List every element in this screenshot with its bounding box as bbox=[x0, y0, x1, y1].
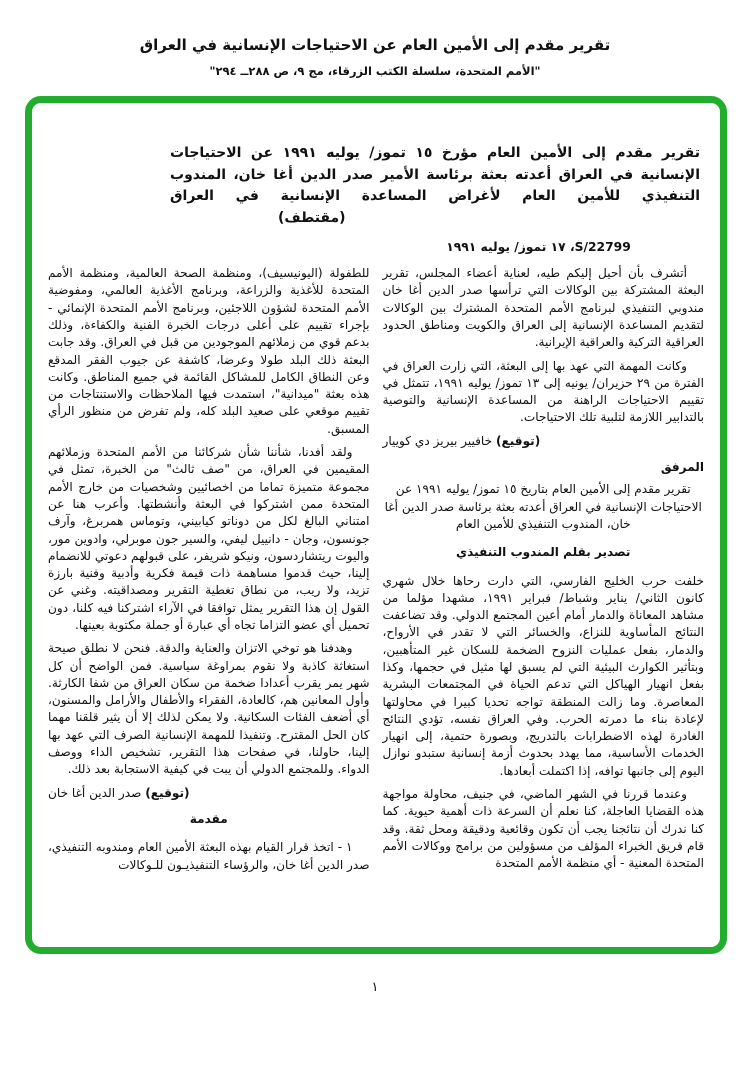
paragraph: للطفولة (اليونيسيف)، ومنظمة الصحة العالمية، ومنظمة الأمم المتحدة للأغذية والزراعة، وبرنامج الأغذية العالمي، ومفوضية الأمم المتحدة لشؤون اللاجئين، وبرنامج الأمم المتحدة الإنمائي - بإجراء تقييم على أعلى درجات الخبرة الفنية والكفاءة، وذلك بدعم قوي من زملائهم الموجودين من قبل في العراق. وقد جابت البعثة ذلك البلد طولا وعرضا، كاشفة عن جيوب الفقر المدقع وعن النطاق الكامل للمشاكل القائمة في جميع المناطق. وكانت هذه بعثة "ميدانية"، استمدت فيها الملاحظات والاستنتاجات من تقييم موقعي على صعيد البلد كله، ولم تفرض من منظور الرأي المسبق. bbox=[48, 266, 370, 436]
signature-line-executive-delegate bbox=[48, 785, 370, 802]
introduction-heading: مقدمة bbox=[189, 811, 228, 826]
page-number: ١ bbox=[371, 980, 379, 995]
two-column-layout bbox=[48, 265, 704, 880]
paragraph: وكانت المهمة التي عهد بها إلى البعثة، التي زارت العراق في الفترة من ٢٩ حزيران/ يونيه إلى ١٣ تموز/ يوليه ١٩٩١، تتمثل في تقييم الاحتياجات الراهنة من المساعدة الإنسانية والتوصية بالتدابير اللازمة لتلبية تلك الاحتياجات. bbox=[382, 358, 704, 425]
paragraph: وهدفنا هو توخي الاتزان والعناية والدقة. فنحن لا نطلق صيحة استغاثة كاذبة ولا نقوم بمراوغة سياسية. فمن الواضح أن كل شهر يمر يقرب أعدادا ضخمة من سكان العراق من شفا الكارثة. وأول المعانين هم، كالعادة، الفقراء والأطفال والأرامل والمسنون، أي أضعف الفئات السكانية. ولا يمكن لذلك إلا أن يثير قلقنا مهما كان الحل المقترح. وتنفيذا للمهمة الإنسانية الصرف التي عهد بها إلينا، حاولنا، في صفحات هذا التقرير، تشخيص الداء ووصف الدواء. وللمجتمع الدولي أن يبت في كيفية الاستجابة بعد ذلك. bbox=[48, 641, 370, 777]
foreword-heading: تصدير بقلم المندوب التنفيذي bbox=[456, 545, 631, 560]
report-heading-note: (مقتطف) bbox=[278, 210, 346, 227]
signature-name: خافيير بيريز دي كوييار bbox=[382, 433, 493, 448]
annex-title: تقرير مقدم إلى الأمين العام بتاريخ ١٥ تموز/ يوليه ١٩٩١ عن الاحتياجات الإنسانية في العراق أعدته بعثة برئاسة صدر الدين أغا خان، المندوب التنفيذي للأمين العام bbox=[384, 482, 702, 531]
document-reference: S/22799، ١٧ تموز/ يوليه ١٩٩١ bbox=[446, 240, 631, 255]
document-frame bbox=[25, 96, 727, 954]
paragraph: وعندما قررنا في الشهر الماضي، في جنيف، محاولة مواجهة هذه القضايا العاجلة، كنا نعلم أن السرعة ذات أهمية حيوية. كما كنا ندرك أن نتائجنا يجب أن تكون وقائعية ودقيقة ومحل ثقة. وقد قام فريق الخبراء المؤلف من مسؤولين من برامج ووكالات الأمم المتحدة المعنية - أي منظمة الأمم المتحدة bbox=[382, 787, 704, 871]
paragraph: ولقد أفدنا، شأننا شأن شركائنا من الأمم المتحدة وزملائهم المقيمين في العراق، من "صف ثالث" من الخبرة، تمثل في مجموعة متميزة تماما من اخصائيين وشخصيات من خارج الأمم المتحدة ممن اشتركوا في البعثة وأنشطتها. وأعرب هنا عن امتناني البالغ لكل من دوناتو كيابيني، وتوماس همربرغ، وآرف جونسون، وجان - دانييل ليفي، والسير جون موبرلي، وادوين مور، واليوت ريتشاردسون، ونيكو شريفر، على قبولهم دعوتي للانضمام إلينا، حيث قدموا مساهمة ذات قيمة فكرية وأدبية وفنية بارزة تزيد، ولا ريب، من نطاق تغطية التقرير ومصداقيته. وغني عن القول إن هذا التقرير يمثل توافقا في الآراء اشتركنا فيه كلنا، دون تحميل أي عضو التزاما تجاه أي عبارة أو جملة مكتوبة بعينها. bbox=[48, 445, 370, 632]
document-source-citation: "الأمم المتحدة، سلسلة الكتب الزرقاء، مج ٩، ص ٢٨٨ــ ٢٩٤" bbox=[209, 64, 541, 78]
left-column bbox=[48, 265, 370, 880]
paragraph: خلفت حرب الخليج الفارسي، التي دارت رحاها خلال شهري كانون الثاني/ يناير وشباط/ فبراير ١٩٩١، مشهدا مؤلما من مشاهد المعاناة والدمار أمام أعين المجتمع الدولي. وقد تضاعفت النتائج المأساوية للنزاع، والخسائر التي لا تقدر في الأرواح، والدمار، بفعل عمليات النزوح الضخمة للسكان غير المتأهبين، وبتأثير الكوارث البيئية التي لم يسبق لها مثيل في حجمها، وكذا بفعل انهيار الهياكل التي تدعم الحياة في المجتمعات البشرية المعاصرة. وما زالت المنطقة تواجه تحديا كبيرا في محاولتها لإعادة بناء ما دمرته الحرب. وفي العراق نفسه، تؤدي النتائج الغادرة لهذه الاضطرابات بالتدريج، وبصورة حتمية، إلى انهيار الخدمات الأساسية، مما يهدد بحدوث أزمة إنسانية ستبدو نوازل اليوم إلى جانبها توافه، إذا اكتملت أبعادها. bbox=[382, 573, 704, 778]
page-header bbox=[0, 0, 750, 78]
signature-name: صدر الدين أغا خان bbox=[48, 785, 142, 800]
signature-label: (توقيع) bbox=[145, 785, 190, 800]
paragraph: ١ - اتخذ قرار القيام بهذه البعثة الأمين العام ومندوبه التنفيذي، صدر الدين أغا خان، والرؤساء التنفيذيـون للـوكالات bbox=[48, 840, 370, 872]
right-column bbox=[383, 265, 705, 880]
document-title: تقرير مقدم إلى الأمين العام عن الاحتياجات الإنسانية في العراق bbox=[139, 36, 611, 54]
signature-label: (توقيع) bbox=[495, 433, 541, 448]
paragraph: أتشرف بأن أحيل إليكم طيه، لعناية أعضاء المجلس، تقرير البعثة المشتركة بين الوكالات التي ترأسها صدر الدين أغا خان مندوبي التنفيذي لبرنامج الأمم المتحدة المشترك بين الوكالات لتقديم المساعدة الإنسانية إلى العراق والكويت ومناطق الحدود العراقية التركية والعراقية الإيرانية. bbox=[382, 266, 704, 350]
annex-label: المرفق bbox=[660, 460, 704, 475]
report-heading: تقرير مقدم إلى الأمين العام مؤرخ ١٥ تموز/ يوليه ١٩٩١ عن الاحتياجات الإنسانية في العراق أعدته بعثة برئاسة الأمير صدر الدين أغا خان، المندوب التنفيذي للأمين العام لأغراض المساعدة الإنسانية في العراق bbox=[170, 145, 701, 205]
signature-line-secretary-general bbox=[383, 433, 705, 450]
